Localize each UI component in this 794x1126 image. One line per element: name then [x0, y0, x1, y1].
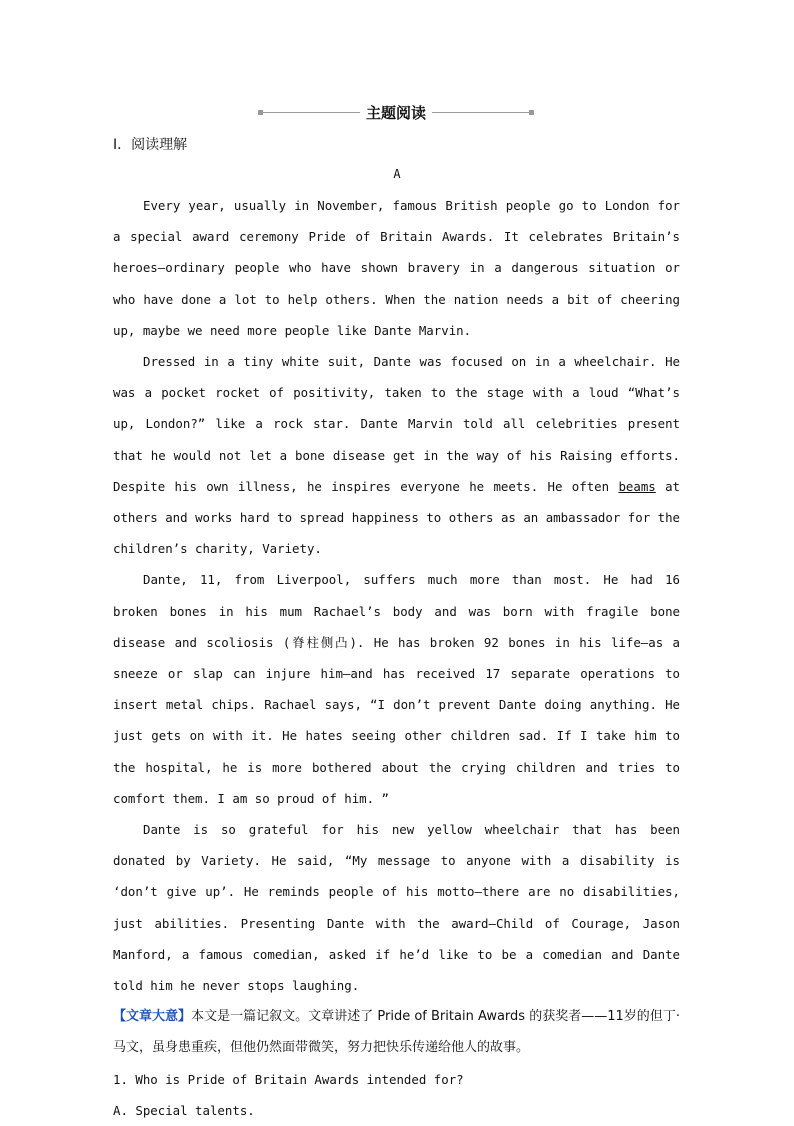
question-option: A. Special talents.: [113, 1102, 255, 1118]
underlined-word: beams: [618, 478, 656, 494]
summary-label: 【文章大意】: [113, 1009, 192, 1025]
right-rule: [432, 110, 534, 115]
paragraph-1: Every year, usually in November, famous British people go to London for a special award ceremony Pride of Britain Awards. It celebrates Britain’s heroes—ordinary people who have shown bravery in a dangerous situation or who have done a lot to help others. When the nation needs a bit of cheering up, maybe we need more people like Dante Marvin.: [113, 198, 680, 338]
rule-line: [263, 112, 360, 113]
paragraph-2-text-end: at others and works hard to spread happiness to others as an ambassador for the children’s charity, Variety.: [113, 478, 680, 557]
paragraph-2: [113, 346, 680, 564]
summary-text: 本文是一篇记叙文。文章讲述了 Pride of Britain Awards 的获奖者——11岁的但丁·马文，虽身患重疾，但他仍然面带微笑，努力把快乐传递给他人的故事。: [113, 1009, 680, 1056]
paragraph-3: Dante, 11, from Liverpool, suffers much more than most. He had 16 broken bones in his mum Rachael’s body and was born with fragile bone disease and scoliosis (脊柱侧凸). He has broken 92 bones in his life—as a sneeze or slap can injure him—and has received 17 separate operations to insert metal chips. Rachael says, “I don’t prevent Dante doing anything. He just gets on with it. He hates seeing other children sad. If I take him to the hospital, he is more bothered about the crying children and tries to comfort them. I am so proud of him. ”: [113, 572, 680, 806]
passage-letter: A: [393, 167, 401, 181]
paragraph-2-text: Dressed in a tiny white suit, Dante was focused on in a wheelchair. He was a pocket rocket of positivity, taken to the stage with a loud “What’s up, London?” like a rock star. Dante Marvin told all celebrities present that he would not let a bone disease get in the way of his Raising efforts. Despite his own illness, he inspires everyone he meets. He often: [113, 354, 680, 494]
paragraph-4: Dante is so grateful for his new yellow wheelchair that has been donated by Variety. He said, “My message to anyone with a disability is ‘don’t give up’. He reminds people of his motto—there are no disabilities, just abilities. Presenting Dante with the award—Child of Courage, Jason Manford, a famous comedian, asked if he’d like to be a comedian and Dante told him he never stops laughing.: [113, 822, 680, 994]
section-title: 主题阅读: [366, 103, 427, 122]
article-summary: [113, 1001, 680, 1063]
part-heading: I．阅读理解: [113, 137, 188, 153]
rule-line: [432, 112, 529, 113]
question-stem: 1. Who is Pride of Britain Awards intended for?: [113, 1071, 464, 1087]
section-header: [258, 101, 534, 123]
rule-end-marker: [529, 110, 534, 115]
passage-body: [113, 190, 680, 1126]
left-rule: [258, 110, 360, 115]
